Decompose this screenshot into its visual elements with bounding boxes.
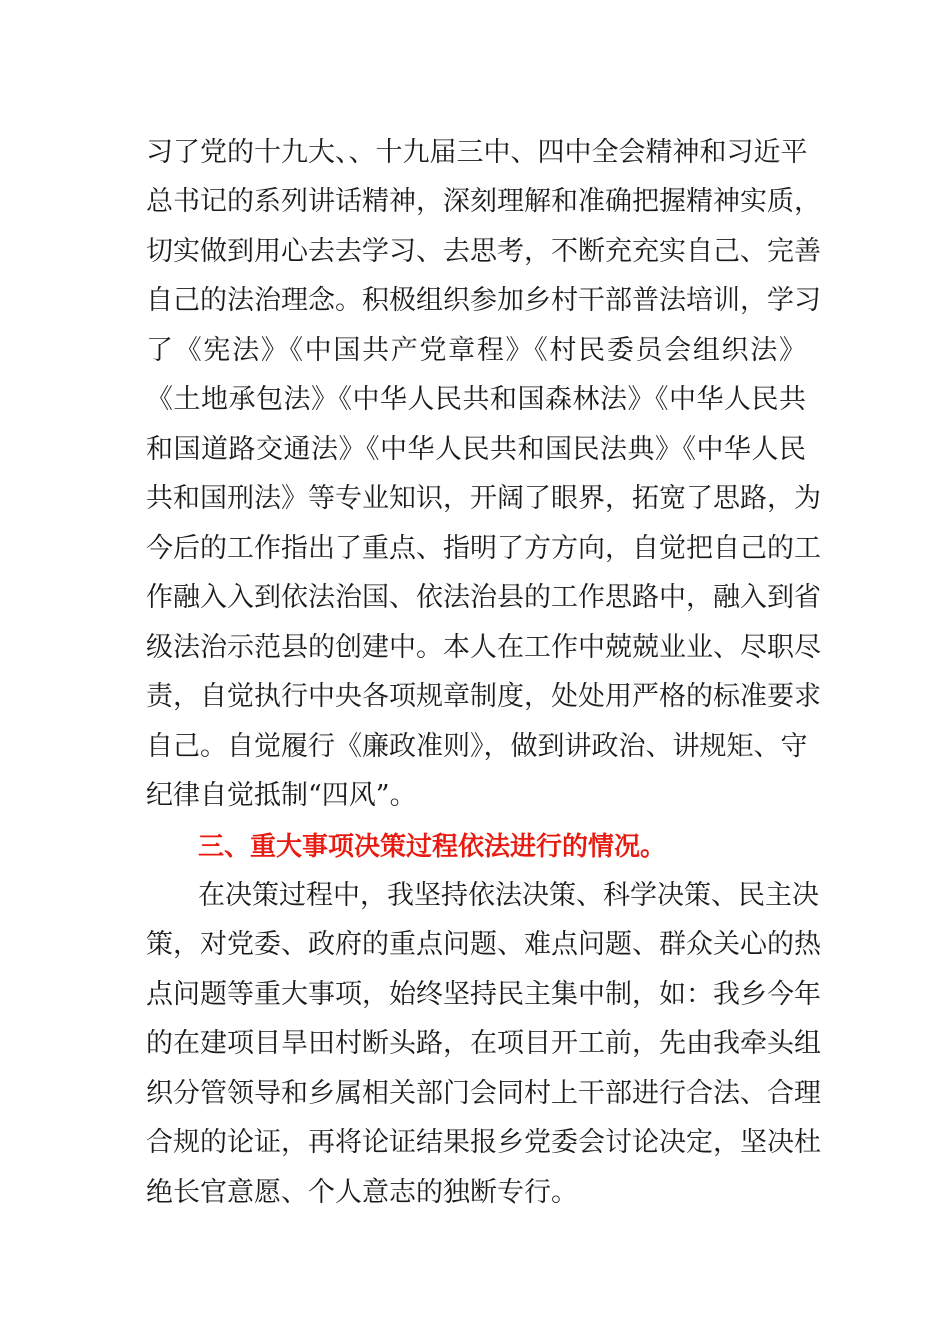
paragraph-line: 习了党的十九大、、十九届三中、四中全会精神和习近平 — [146, 137, 808, 168]
paragraph-line: 合规的论证，再将论证结果报乡党委会讨论决定，坚决杜 — [146, 1127, 821, 1158]
paragraph-line: 了《宪法》《中国共产党章程》《村民委员会组织法》 — [146, 335, 806, 366]
paragraph-line: 自己的法治理念。积极组织参加乡村干部普法培训，学习 — [146, 285, 821, 316]
paragraph-line: 《土地承包法》《中华人民共和国森林法》《中华人民共 — [146, 384, 806, 415]
paragraph-line: 切实做到用心去去学习、去思考，不断充充实自己、完善 — [146, 236, 821, 267]
paragraph-line: 级法治示范县的创建中。本人在工作中兢兢业业、尽职尽 — [146, 632, 821, 663]
paragraph-line: 策，对党委、政府的重点问题、难点问题、群众关心的热 — [146, 929, 821, 960]
section-heading: 三、重大事项决策过程依法进行的情况。 — [198, 832, 667, 862]
paragraph-line: 共和国刑法》等专业知识，开阔了眼界，拓宽了思路，为 — [146, 483, 821, 514]
paragraph-line: 在决策过程中，我坚持依法决策、科学决策、民主决 — [198, 880, 819, 911]
paragraph-line: 织分管领导和乡属相关部门会同村上干部进行合法、合理 — [146, 1078, 821, 1109]
paragraph-line: 自己。自觉履行《廉政准则》，做到讲政治、讲规矩、守 — [146, 731, 808, 762]
paragraph-line: 绝长官意愿、个人意志的独断专行。 — [146, 1177, 578, 1208]
paragraph-line: 今后的工作指出了重点、指明了方方向，自觉把自己的工 — [146, 533, 821, 564]
paragraph-line: 点问题等重大事项，始终坚持民主集中制，如：我乡今年 — [146, 979, 821, 1010]
paragraph-line: 作融入入到依法治国、依法治县的工作思路中，融入到省 — [146, 582, 821, 613]
paragraph-line: 责，自觉执行中央各项规章制度，处处用严格的标准要求 — [146, 681, 821, 712]
paragraph-line: 纪律自觉抵制“四风”。 — [146, 780, 417, 811]
paragraph-line: 和国道路交通法》《中华人民共和国民法典》《中华人民 — [146, 434, 806, 465]
paragraph-line: 的在建项目旱田村断头路，在项目开工前，先由我牵头组 — [146, 1028, 821, 1059]
paragraph-line: 总书记的系列讲话精神，深刻理解和准确把握精神实质， — [146, 186, 821, 217]
